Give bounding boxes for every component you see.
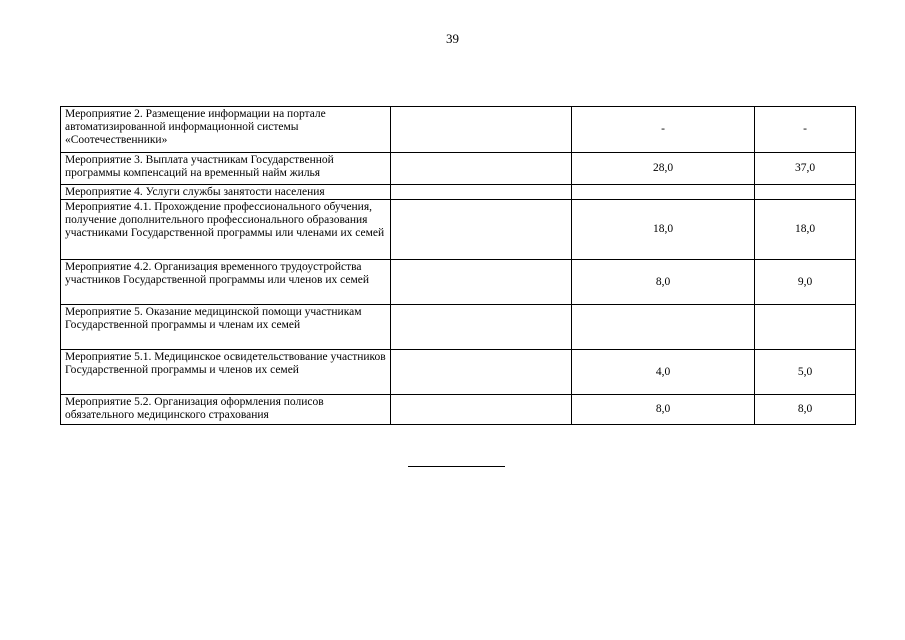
value-cell: 8,0 — [572, 395, 755, 425]
empty-cell — [391, 200, 572, 260]
event-cell: Мероприятие 4.1. Прохождение профессионального обучения, получение дополнительного профессионального образования участниками Государственной программы или членами их семей — [61, 200, 391, 260]
empty-cell — [391, 305, 572, 350]
table-row — [61, 350, 856, 395]
value-cell: 18,0 — [755, 200, 856, 260]
value-cell: - — [755, 107, 856, 153]
event-cell: Мероприятие 5.2. Организация оформления полисов обязательного медицинского страхования — [61, 395, 391, 425]
value-cell: 18,0 — [572, 200, 755, 260]
page-number: 39 — [446, 31, 459, 46]
value-cell: 4,0 — [572, 350, 755, 395]
value-cell: 37,0 — [755, 153, 856, 185]
table-row — [61, 185, 856, 200]
value-cell: 8,0 — [755, 395, 856, 425]
value-cell: 8,0 — [572, 260, 755, 305]
empty-cell — [391, 395, 572, 425]
value-cell: 28,0 — [572, 153, 755, 185]
value-cell — [572, 305, 755, 350]
empty-cell — [391, 185, 572, 200]
empty-cell — [391, 153, 572, 185]
table-row — [61, 153, 856, 185]
event-cell: Мероприятие 5.1. Медицинское освидетельствование участников Государственной программы и членов их семей — [61, 350, 391, 395]
value-cell — [755, 305, 856, 350]
table-row — [61, 107, 856, 153]
value-cell: 9,0 — [755, 260, 856, 305]
event-cell: Мероприятие 2. Размещение информации на портале автоматизированной информационной системы «Соотечественники» — [61, 107, 391, 153]
event-cell: Мероприятие 4.2. Организация временного трудоустройства участников Государственной программы или членов их семей — [61, 260, 391, 305]
value-cell — [755, 185, 856, 200]
empty-cell — [391, 260, 572, 305]
table-row — [61, 200, 856, 260]
value-cell — [572, 185, 755, 200]
footnote-rule — [408, 466, 505, 467]
measures-table — [60, 106, 856, 425]
value-cell: - — [572, 107, 755, 153]
table-row — [61, 305, 856, 350]
table-row — [61, 260, 856, 305]
event-cell: Мероприятие 4. Услуги службы занятости населения — [61, 185, 391, 200]
event-cell: Мероприятие 5. Оказание медицинской помощи участникам Государственной программы и членам их семей — [61, 305, 391, 350]
event-cell: Мероприятие 3. Выплата участникам Государственной программы компенсаций на временный найм жилья — [61, 153, 391, 185]
value-cell: 5,0 — [755, 350, 856, 395]
table-row — [61, 395, 856, 425]
empty-cell — [391, 350, 572, 395]
empty-cell — [391, 107, 572, 153]
